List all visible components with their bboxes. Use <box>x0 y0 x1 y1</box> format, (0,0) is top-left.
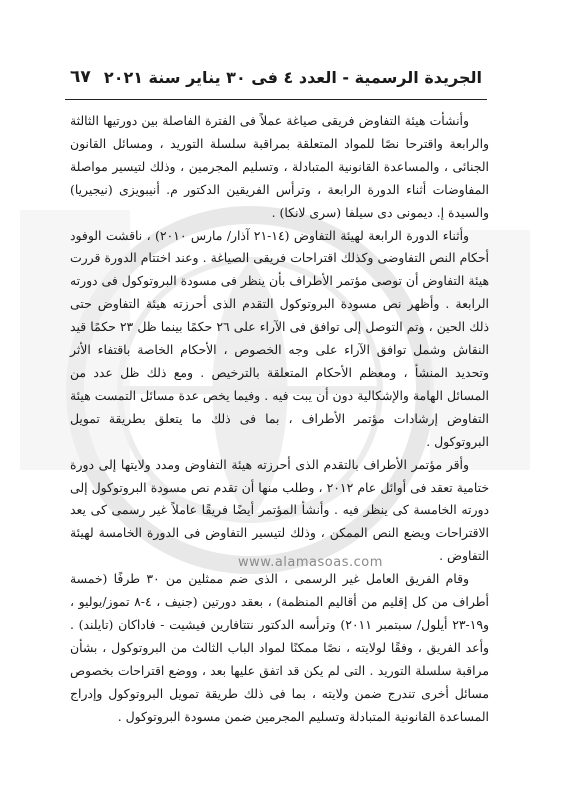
paragraph: وأثناء الدورة الرابعة لهيئة التفاوض (١٤-٢١ آذار/ مارس ٢٠١٠) ، ناقشت الوفود أحكام النص التفاوضى وكذلك اقتراحات فريقى الصياغة . وعند اختتام الدورة قررت هيئة التفاوض أن توصى مؤتمر الأطراف بأن ينظر فى مسودة البروتوكول فى دورته الرابعة . وأظهر نص مسودة البروتوكول التقدم الذى أحرزته هيئة التفاوض حتى ذلك الحين ، وتم التوصل إلى توافق فى الآراء على ٢٦ حكمًا بينما ظل ٢٣ حكمًا قيد النقاش وشمل توافق الآراء على وجه الخصوص ، الأحكام الخاصة باقتفاء الأثر وتحديد المنشأ ، ومعظم الأحكام المتعلقة بالترخيص . ومع ذلك ظل عدد من المسائل الهامة والإشكالية دون أن يبت فيه . وفيما يخص عدة مسائل التمست هيئة التفاوض إرشادات مؤتمر الأطراف ، بما فى ذلك ما يتعلق بطريقة تمويل البروتوكول . <box>70 227 489 449</box>
watermark-url: www.alamasoas.com <box>238 555 383 570</box>
body-text <box>70 110 489 728</box>
paragraph: وقام الفريق العامل غير الرسمى ، الذى ضم ممثلين من ٣٠ طرفًا (خمسة أطراف من كل إقليم من أقاليم المنظمة) ، بعقد دورتين (جنيف ، ٤-٨ تموز/يوليو ، و١٩-٢٣ أيلول/ سبتمبر ٢٠١١) وترأسه الدكتور نتتافارين فيشيت - فاداكان (تايلند) . وأعد الفريق ، وفقًا لولايته ، نصًا ممكنًا لمواد الباب الثالث من البروتوكول ، بشأن مراقبة سلسلة التوريد . التى لم يكن قد اتفق عليها بعد ، ووضع اقتراحات بخصوص مسائل أخرى تندرج ضمن ولايته ، بما فى ذلك طريقة تمويل البروتوكول وإدراج المساعدة القانونية المتبادلة وتسليم المجرمين ضمن مسودة البروتوكول . <box>70 571 489 724</box>
page-number: ٦٧ <box>70 67 91 87</box>
paragraph: وأقر مؤتمر الأطراف بالتقدم الذى أحرزته هيئة التفاوض ومدد ولايتها إلى دورة ختامية تعقد فى أوائل عام ٢٠١٢ ، وطلب منها أن تقدم نص مسودة البروتوكول إلى دورته الخامسة كى ينظر فيه . وأنشأ المؤتمر أيضًا فريقًا عاملاً غير رسمى كى يعد الاقتراحات ويضع النص الممكن ، وذلك لتيسير التفاوض فى الدورة الخامسة لهيئة التفاوض . <box>70 456 489 564</box>
page-header <box>70 62 482 92</box>
header-divider <box>65 99 487 100</box>
paragraph: وأنشأت هيئة التفاوض فريقى صياغة عملاً فى الفترة الفاصلة بين دورتيها الثالثة والرابعة واقترحا نصًا للمواد المتعلقة بمراقبة سلسلة التوريد ، ومسائل القانون الجنائى ، والمساعدة القانونية المتبادلة ، وتسليم المجرمين ، وذلك لتيسير مواصلة المفاوضات أثناء الدورة الرابعة ، وترأس الفريقين الدكتور م. أنيبويزى (نيجيريا) والسيدة إ. ديمونى دى سيلفا (سرى لانكا) . <box>70 113 489 220</box>
gazette-title: الجريدة الرسمية - العدد ٤ فى ٣٠ يناير سنة ٢٠٢١ <box>103 67 482 87</box>
